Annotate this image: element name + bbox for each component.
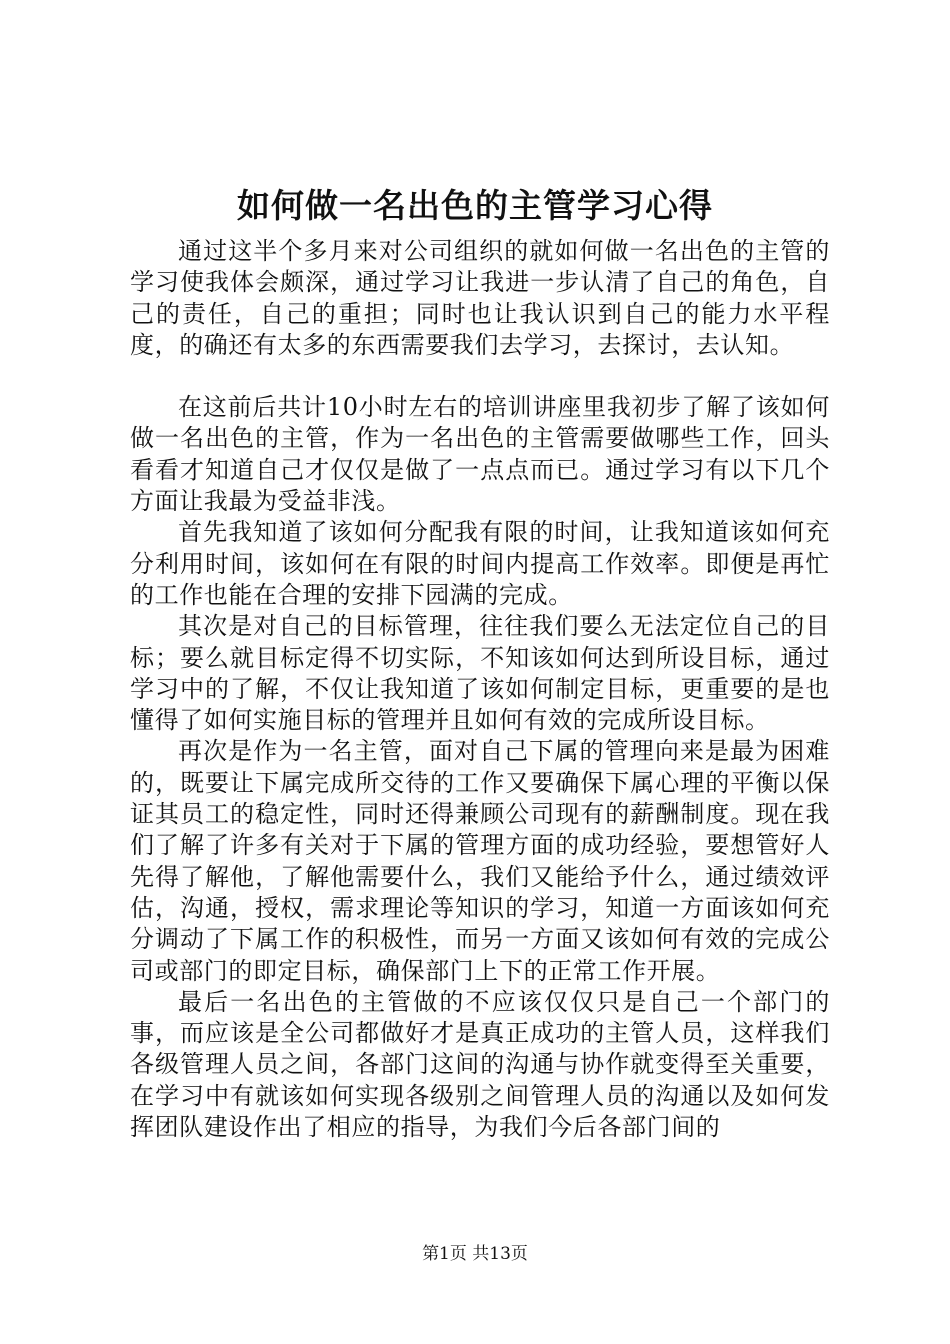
document-body (130, 236, 830, 1143)
page-number-footer: 第1页 共13页 (422, 1244, 528, 1264)
paragraph-cooperation: 最后一名出色的主管做的不应该仅仅只是自己一个部门的事，而应该是全公司都做好才是真正成功的主管人员，这样我们各级管理人员之间，各部门这间的沟通与协作就变得至关重要，在学习中有就该如何实现各级别之间管理人员的沟通以及如何发挥团队建设作出了相应的指导，为我们今后各部门间的 (130, 987, 830, 1142)
paragraph-goal-management: 其次是对自己的目标管理，往往我们要么无法定位自己的目标；要么就目标定得不切实际，不知该如何达到所设目标，通过学习中的了解，不仅让我知道了该如何制定目标，更重要的是也懂得了如何实施目标的管理并且如何有效的完成所设目标。 (130, 612, 830, 735)
paragraph-intro: 通过这半个多月来对公司组织的就如何做一名出色的主管的学习使我体会颇深，通过学习让我进一步认清了自己的角色，自己的责任，自己的重担；同时也让我认识到自己的能力水平程度，的确还有太多的东西需要我们去学习，去探讨，去认知。 (130, 237, 830, 359)
paragraph-subordinate-management: 再次是作为一名主管，面对自己下属的管理向来是最为困难的，既要让下属完成所交待的工作又要确保下属心理的平衡以保证其员工的稳定性，同时还得兼顾公司现有的薪酬制度。现在我们了解了许多有关对于下属的管理方面的成功经验，要想管好人先得了解他，了解他需要什么，我们又能给予什么，通过绩效评估，沟通，授权，需求理论等知识的学习，知道一方面该如何充分调动了下属工作的积极性，而另一方面又该如何有效的完成公司或部门的即定目标，确保部门上下的正常工作开展。 (130, 737, 830, 985)
paragraph-training: 在这前后共计10小时左右的培训讲座里我初步了解了该如何做一名出色的主管，作为一名出色的主管需要做哪些工作，回头看看才知道自己才仅仅是做了一点点而已。通过学习有以下几个方面让我最为受益非浅。 (130, 393, 830, 516)
paragraph-time-management: 首先我知道了该如何分配我有限的时间，让我知道该如何充分利用时间，该如何在有限的时间内提高工作效率。即便是再忙的工作也能在合理的安排下园满的完成。 (130, 518, 830, 609)
document-title: 如何做一名出色的主管学习心得 (237, 186, 713, 225)
